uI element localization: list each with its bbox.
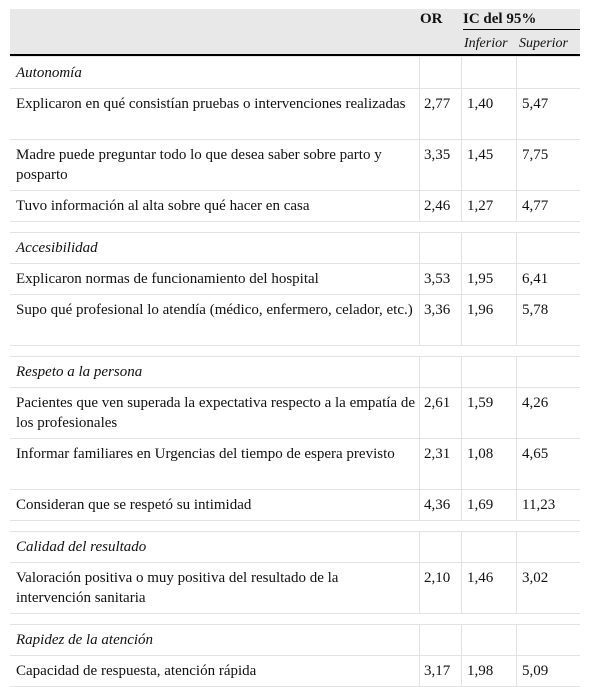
or-value: 3,35 <box>424 147 451 163</box>
or-value: 3,36 <box>424 302 451 318</box>
or-value: 3,53 <box>424 271 451 287</box>
superior-value: 5,78 <box>522 302 549 318</box>
row-divider <box>10 520 580 521</box>
odds-ratio-table <box>10 9 580 679</box>
inferior-value: 1,27 <box>467 198 494 214</box>
column-divider <box>516 531 517 613</box>
superior-value: 11,23 <box>522 497 556 513</box>
header-ic: IC del 95% <box>463 11 537 27</box>
or-value: 2,61 <box>424 395 451 411</box>
section-title: Accesibilidad <box>16 240 98 256</box>
or-value: 2,10 <box>424 570 451 586</box>
superior-value: 3,02 <box>522 570 549 586</box>
or-value: 2,77 <box>424 96 451 112</box>
inferior-value: 1,96 <box>467 302 494 318</box>
superior-value: 7,75 <box>522 147 549 163</box>
row-label: Informar familiares en Urgencias del tiempo de espera previsto <box>16 446 395 462</box>
header-or: OR <box>420 11 443 27</box>
row-divider <box>10 221 580 222</box>
inferior-value: 1,69 <box>467 497 494 513</box>
section-title: Respeto a la persona <box>16 364 143 380</box>
row-divider <box>10 387 580 388</box>
section-title: Rapidez de la atención <box>16 632 154 648</box>
superior-value: 4,77 <box>522 198 549 214</box>
column-divider <box>461 232 462 345</box>
inferior-value: 1,59 <box>467 395 494 411</box>
row-divider <box>10 562 580 563</box>
superior-value: 5,09 <box>522 663 549 679</box>
column-divider <box>516 624 517 686</box>
superior-value: 4,65 <box>522 446 549 462</box>
column-divider <box>516 57 517 221</box>
column-divider <box>419 531 420 613</box>
column-divider <box>461 356 462 520</box>
row-label: Tuvo información al alta sobre qué hacer en casa <box>16 198 310 214</box>
row-label: Consideran que se respetó su intimidad <box>16 497 252 513</box>
inferior-value: 1,46 <box>467 570 494 586</box>
column-divider <box>419 232 420 345</box>
inferior-value: 1,95 <box>467 271 494 287</box>
inferior-value: 1,45 <box>467 147 494 163</box>
row-divider <box>10 624 580 625</box>
header-ic-rule <box>463 29 580 30</box>
row-divider <box>10 345 580 346</box>
column-divider <box>461 624 462 686</box>
column-divider <box>461 531 462 613</box>
row-label: Capacidad de respuesta, atención rápida <box>16 663 257 679</box>
inferior-value: 1,40 <box>467 96 494 112</box>
inferior-value: 1,08 <box>467 446 494 462</box>
or-value: 2,46 <box>424 198 451 214</box>
column-divider <box>419 57 420 221</box>
or-value: 2,31 <box>424 446 451 462</box>
superior-value: 6,41 <box>522 271 549 287</box>
header-inferior: Inferior <box>464 36 508 51</box>
row-label: Explicaron normas de funcionamiento del hospital <box>16 271 319 287</box>
row-label: Madre puede preguntar todo lo que desea saber sobre parto y posparto <box>16 147 382 183</box>
header-superior: Superior <box>519 36 568 51</box>
column-divider <box>419 624 420 686</box>
superior-value: 4,26 <box>522 395 549 411</box>
row-divider <box>10 263 580 264</box>
row-divider <box>10 613 580 614</box>
row-label: Valoración positiva o muy positiva del resultado de la intervención sanitaria <box>16 570 339 606</box>
column-divider <box>461 57 462 221</box>
or-value: 3,17 <box>424 663 451 679</box>
row-divider <box>10 232 580 233</box>
row-label: Supo qué profesional lo atendía (médico, enfermero, celador, etc.) <box>16 302 413 318</box>
column-divider <box>419 356 420 520</box>
row-divider <box>10 655 580 656</box>
row-divider <box>10 139 580 140</box>
row-divider <box>10 531 580 532</box>
superior-value: 5,47 <box>522 96 549 112</box>
section-title: Autonomía <box>16 65 82 81</box>
row-divider <box>10 438 580 439</box>
row-label: Explicaron en qué consistían pruebas o intervenciones realizadas <box>16 96 406 112</box>
column-divider <box>516 232 517 345</box>
row-divider <box>10 190 580 191</box>
row-divider <box>10 88 580 89</box>
row-divider <box>10 54 580 56</box>
inferior-value: 1,98 <box>467 663 494 679</box>
row-divider <box>10 489 580 490</box>
row-label: Pacientes que ven superada la expectativa respecto a la empatía de los profesionales <box>16 395 415 431</box>
row-divider <box>10 356 580 357</box>
section-title: Calidad del resultado <box>16 539 147 555</box>
row-divider <box>10 294 580 295</box>
column-divider <box>516 356 517 520</box>
or-value: 4,36 <box>424 497 451 513</box>
